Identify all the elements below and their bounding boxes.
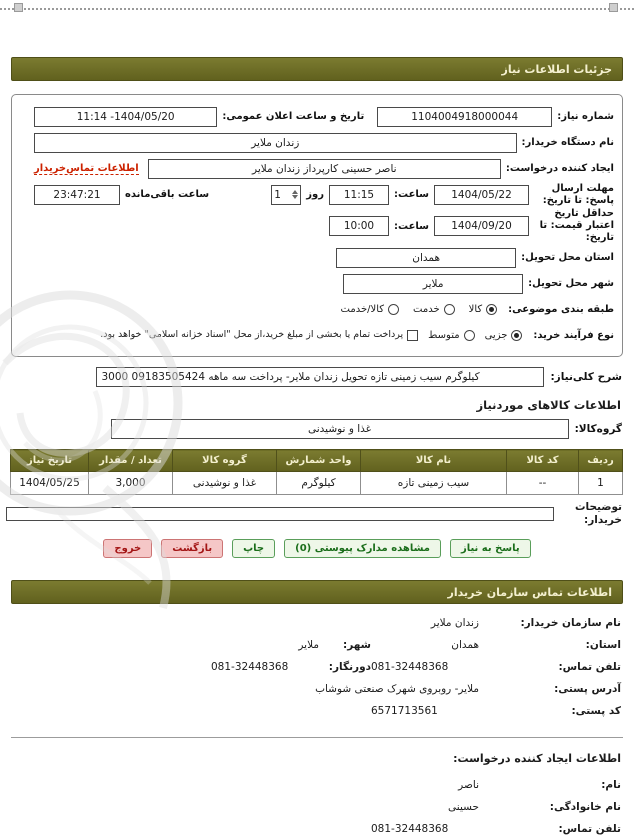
cell-goods-group: غذا و نوشیدنی bbox=[173, 472, 277, 495]
need-description-label: شرح کلی‌نیاز: bbox=[550, 371, 622, 383]
classification-radio-goods[interactable] bbox=[469, 304, 498, 315]
need-number-label: شماره نیاز: bbox=[557, 111, 614, 122]
process-type-label: نوع فرآیند خرید: bbox=[533, 330, 614, 341]
col-goods-code: کد کالا bbox=[507, 450, 579, 472]
creator-lname-row bbox=[0, 801, 634, 813]
section-header-title: اطلاعات تماس سازمان خریدار bbox=[447, 585, 612, 599]
contact-address-row bbox=[0, 683, 634, 695]
classification-goods-label: کالا bbox=[468, 304, 483, 315]
treasury-checkbox[interactable] bbox=[100, 330, 418, 341]
checkbox-icon bbox=[407, 330, 418, 341]
contact-address-label: آدرس پستی: bbox=[554, 683, 621, 696]
contact-fax-value: 081-32448368 bbox=[211, 661, 289, 674]
cell-row-number: 1 bbox=[579, 472, 623, 495]
radio-icon bbox=[444, 304, 455, 315]
classification-both-label: کالا/خدمت bbox=[340, 304, 385, 315]
cell-goods-code: -- bbox=[507, 472, 579, 495]
buyer-notes-field bbox=[6, 507, 554, 521]
treasury-note-text: پرداخت تمام یا بخشی از مبلغ خرید،از محل "اسناد خزانه اسلامی" خواهد بود. bbox=[100, 329, 404, 341]
contact-province-value: همدان bbox=[451, 639, 479, 652]
buyer-notes-row bbox=[0, 501, 634, 527]
spinner-icon[interactable] bbox=[292, 190, 298, 199]
corner-mark-icon bbox=[609, 3, 618, 12]
delivery-province-row bbox=[34, 245, 614, 270]
buyer-org-row bbox=[34, 130, 614, 155]
contact-province-city-row bbox=[0, 639, 634, 651]
delivery-city-field: ملایر bbox=[343, 274, 523, 294]
goods-group-row bbox=[0, 419, 634, 439]
reply-deadline-time-field: 11:15 bbox=[329, 185, 389, 205]
col-quantity: تعداد / مقدار bbox=[89, 450, 173, 472]
delivery-province-field: همدان bbox=[336, 248, 516, 268]
contact-phone-fax-row bbox=[0, 661, 634, 673]
need-description-field: 3000 کیلوگرم سیب زمینی تازه تحویل زندان ملایر- پرداخت سه ماهه 09183505424 bbox=[96, 367, 544, 387]
buyer-contact-link[interactable]: اطلاعات تماس‌خریدار bbox=[34, 162, 139, 174]
validity-hour-label: ساعت: bbox=[393, 220, 429, 232]
request-creator-field: ناصر حسینی کارپرداز زندان ملایر bbox=[148, 159, 501, 179]
section-header-title: جزئیات اطلاعات نیاز bbox=[501, 62, 612, 76]
creator-fname-label: نام: bbox=[601, 779, 621, 792]
process-type-radio-group bbox=[100, 330, 522, 341]
price-validity-label: حداقل تاریخ اعتبار قیمت: تا تاریخ: bbox=[539, 208, 614, 243]
col-goods-group: گروه کالا bbox=[173, 450, 277, 472]
contact-postal-value: 6571713561 bbox=[371, 705, 438, 718]
creator-phone-label: تلفن تماس: bbox=[558, 823, 621, 836]
corner-mark-icon bbox=[14, 3, 23, 12]
section-header-need-details bbox=[11, 57, 623, 81]
contact-postal-row bbox=[0, 705, 634, 717]
print-separator-line bbox=[0, 8, 634, 10]
creator-lname-label: نام خانوادگی: bbox=[549, 801, 621, 814]
contact-org-row bbox=[0, 617, 634, 629]
cell-unit: کیلوگرم bbox=[277, 472, 361, 495]
contact-city-value: ملایر bbox=[298, 639, 319, 652]
reply-deadline-date-field: 1404/05/22 bbox=[434, 185, 529, 205]
goods-section-title: اطلاعات کالاهای موردنیاز bbox=[476, 398, 621, 412]
creator-phone-value: 081-32448368 bbox=[371, 823, 449, 836]
process-type-row bbox=[34, 323, 614, 348]
reply-to-need-button[interactable]: پاسخ به نیاز bbox=[450, 539, 531, 558]
contact-org-value: زندان ملایر bbox=[430, 617, 479, 630]
classification-label: طبقه بندی موضوعی: bbox=[508, 304, 614, 315]
cell-quantity: 3,000 bbox=[89, 472, 173, 495]
deadline-hour-label: ساعت: bbox=[393, 189, 429, 200]
creator-phone-row bbox=[0, 823, 634, 835]
need-description-row bbox=[0, 367, 634, 387]
process-minor-label: جزیی bbox=[484, 330, 508, 341]
price-validity-date-field: 1404/09/20 bbox=[434, 216, 529, 236]
price-validity-time-field: 10:00 bbox=[329, 216, 389, 236]
goods-group-label: گروه‌کالا: bbox=[574, 423, 622, 435]
need-info-panel bbox=[11, 94, 623, 357]
announce-datetime-field: 11:14 -1404/05/20 bbox=[34, 107, 217, 127]
col-goods-name: نام کالا bbox=[361, 450, 507, 472]
classification-radio-group bbox=[341, 304, 498, 315]
radio-selected-icon bbox=[486, 304, 497, 315]
col-need-date: تاریخ نیاز bbox=[11, 450, 89, 472]
classification-row bbox=[34, 297, 614, 322]
reply-deadline-row bbox=[34, 182, 614, 207]
print-button[interactable]: چاپ bbox=[232, 539, 275, 558]
remaining-time-field: 23:47:21 bbox=[34, 185, 120, 205]
creator-fname-value: ناصر bbox=[458, 779, 479, 792]
delivery-city-row bbox=[34, 271, 614, 296]
creator-lname-value: حسینی bbox=[448, 801, 479, 814]
delivery-city-label: شهر محل تحویل: bbox=[528, 278, 614, 289]
section-divider bbox=[11, 737, 623, 738]
view-attachments-button[interactable]: مشاهده مدارک پیوستی (0) bbox=[284, 539, 441, 558]
reply-deadline-label: مهلت ارسال پاسخ: تا تاریخ: bbox=[542, 182, 614, 206]
price-validity-row bbox=[34, 208, 614, 244]
exit-button[interactable]: خروج bbox=[103, 539, 152, 558]
request-creator-row bbox=[34, 156, 614, 181]
cell-goods-name: سیب زمینی تازه bbox=[361, 472, 507, 495]
creator-fname-row bbox=[0, 779, 634, 791]
need-number-row bbox=[34, 104, 614, 129]
buyer-org-field: زندان ملایر bbox=[34, 133, 517, 153]
process-medium-label: متوسط bbox=[428, 330, 460, 341]
back-button[interactable]: بازگشت bbox=[161, 539, 223, 558]
table-row bbox=[11, 472, 623, 495]
goods-table bbox=[10, 449, 623, 495]
radio-selected-icon bbox=[511, 330, 522, 341]
contact-fax-label: دورنگار: bbox=[328, 661, 371, 674]
radio-icon bbox=[464, 330, 475, 341]
col-row-number: ردیف bbox=[579, 450, 623, 472]
remaining-time-group bbox=[34, 185, 209, 205]
classification-radio-both[interactable] bbox=[341, 304, 400, 315]
buyer-org-label: نام دستگاه خریدار: bbox=[521, 137, 614, 148]
day-count-value: 1 bbox=[274, 188, 281, 201]
col-unit: واحد شمارش bbox=[277, 450, 361, 472]
action-buttons bbox=[0, 539, 634, 558]
contact-postal-label: کد پستی: bbox=[571, 705, 621, 718]
radio-icon bbox=[388, 304, 399, 315]
remaining-time-label: ساعت باقی‌مانده bbox=[125, 189, 210, 200]
contact-address-value: ملایر- روبروی شهرک صنعتی شوشاب bbox=[315, 683, 479, 696]
contact-phone-label: تلفن تماس: bbox=[558, 661, 621, 674]
day-count-field[interactable] bbox=[271, 185, 301, 205]
contact-org-label: نام سازمان خریدار: bbox=[520, 617, 621, 630]
day-unit-label: روز bbox=[306, 189, 324, 200]
section-header-buyer-contact bbox=[11, 580, 623, 604]
request-creator-label: ایجاد کننده درخواست: bbox=[505, 163, 614, 174]
buyer-notes-label: توضیحات خریدار: bbox=[574, 501, 622, 527]
classification-radio-service[interactable] bbox=[413, 304, 455, 315]
delivery-province-label: استان محل تحویل: bbox=[521, 252, 614, 263]
announce-datetime-label: تاریخ و ساعت اعلان عمومی: bbox=[222, 111, 365, 122]
goods-table-header-row bbox=[11, 450, 623, 472]
contact-province-label: استان: bbox=[585, 639, 621, 652]
contact-phone-value: 081-32448368 bbox=[371, 661, 449, 674]
creator-info-title: اطلاعات ایجاد کننده درخواست: bbox=[453, 752, 621, 766]
process-radio-minor[interactable] bbox=[485, 330, 523, 341]
cell-need-date: 1404/05/25 bbox=[11, 472, 89, 495]
buyer-contact-section bbox=[0, 617, 634, 717]
need-number-field: 1104004918000044 bbox=[377, 107, 552, 127]
process-radio-medium[interactable] bbox=[428, 330, 474, 341]
contact-city-label: شهر: bbox=[343, 639, 371, 652]
classification-service-label: خدمت bbox=[413, 304, 440, 315]
goods-group-field: غذا و نوشیدنی bbox=[111, 419, 569, 439]
